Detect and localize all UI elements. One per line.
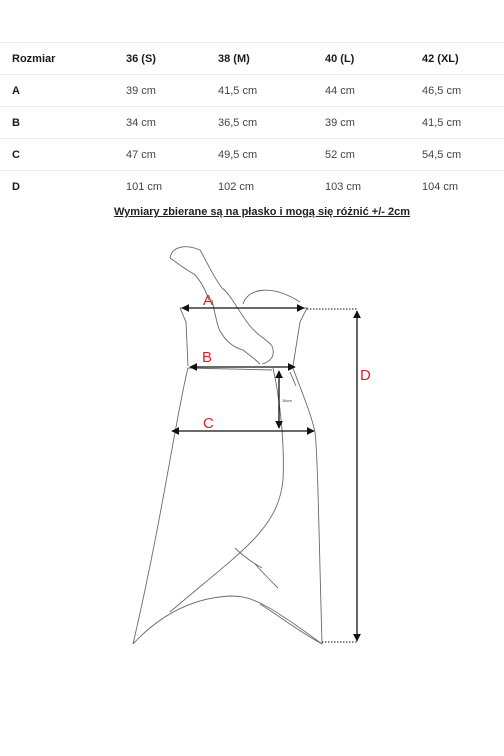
label-a: A bbox=[203, 292, 214, 309]
label-d: D bbox=[360, 367, 371, 384]
table-cell: 103 cm bbox=[325, 171, 422, 203]
table-cell: 102 cm bbox=[218, 171, 325, 203]
dress-cup-right bbox=[243, 290, 300, 304]
table-cell: 41,5 cm bbox=[218, 75, 325, 107]
measurement-note: Wymiary zbierane są na płasko i mogą się różnić +/- 2cm bbox=[113, 206, 410, 218]
table-cell: 34 cm bbox=[126, 107, 218, 139]
table-cell: 101 cm bbox=[126, 171, 218, 203]
dress-hem bbox=[133, 596, 322, 644]
header-36: 36 (S) bbox=[126, 43, 218, 75]
table-cell: 47 cm bbox=[126, 139, 218, 171]
row-label: D bbox=[0, 171, 126, 203]
header-42: 42 (XL) bbox=[422, 43, 504, 75]
label-b: B bbox=[202, 349, 213, 366]
label-c: C bbox=[203, 415, 214, 432]
table-cell: 46,5 cm bbox=[422, 75, 504, 107]
label-side-length: 18cm bbox=[282, 398, 292, 403]
row-label: C bbox=[0, 139, 126, 171]
table-cell: 44 cm bbox=[325, 75, 422, 107]
dress-wrap-fold bbox=[170, 368, 283, 612]
row-label: A bbox=[0, 75, 126, 107]
table-cell: 39 cm bbox=[325, 107, 422, 139]
row-label: B bbox=[0, 107, 126, 139]
table-cell: 39 cm bbox=[126, 75, 218, 107]
dress-skirt-outline bbox=[133, 368, 322, 644]
header-size: Rozmiar bbox=[0, 43, 126, 75]
table-cell: 41,5 cm bbox=[422, 107, 504, 139]
table-cell: 36,5 cm bbox=[218, 107, 325, 139]
ruffle-strap bbox=[170, 247, 273, 364]
header-38: 38 (M) bbox=[218, 43, 325, 75]
table-cell: 104 cm bbox=[422, 171, 504, 203]
table-cell: 54,5 cm bbox=[422, 139, 504, 171]
table-cell: 49,5 cm bbox=[218, 139, 325, 171]
dress-waist-seam bbox=[188, 368, 296, 386]
header-40: 40 (L) bbox=[325, 43, 422, 75]
table-cell: 52 cm bbox=[325, 139, 422, 171]
